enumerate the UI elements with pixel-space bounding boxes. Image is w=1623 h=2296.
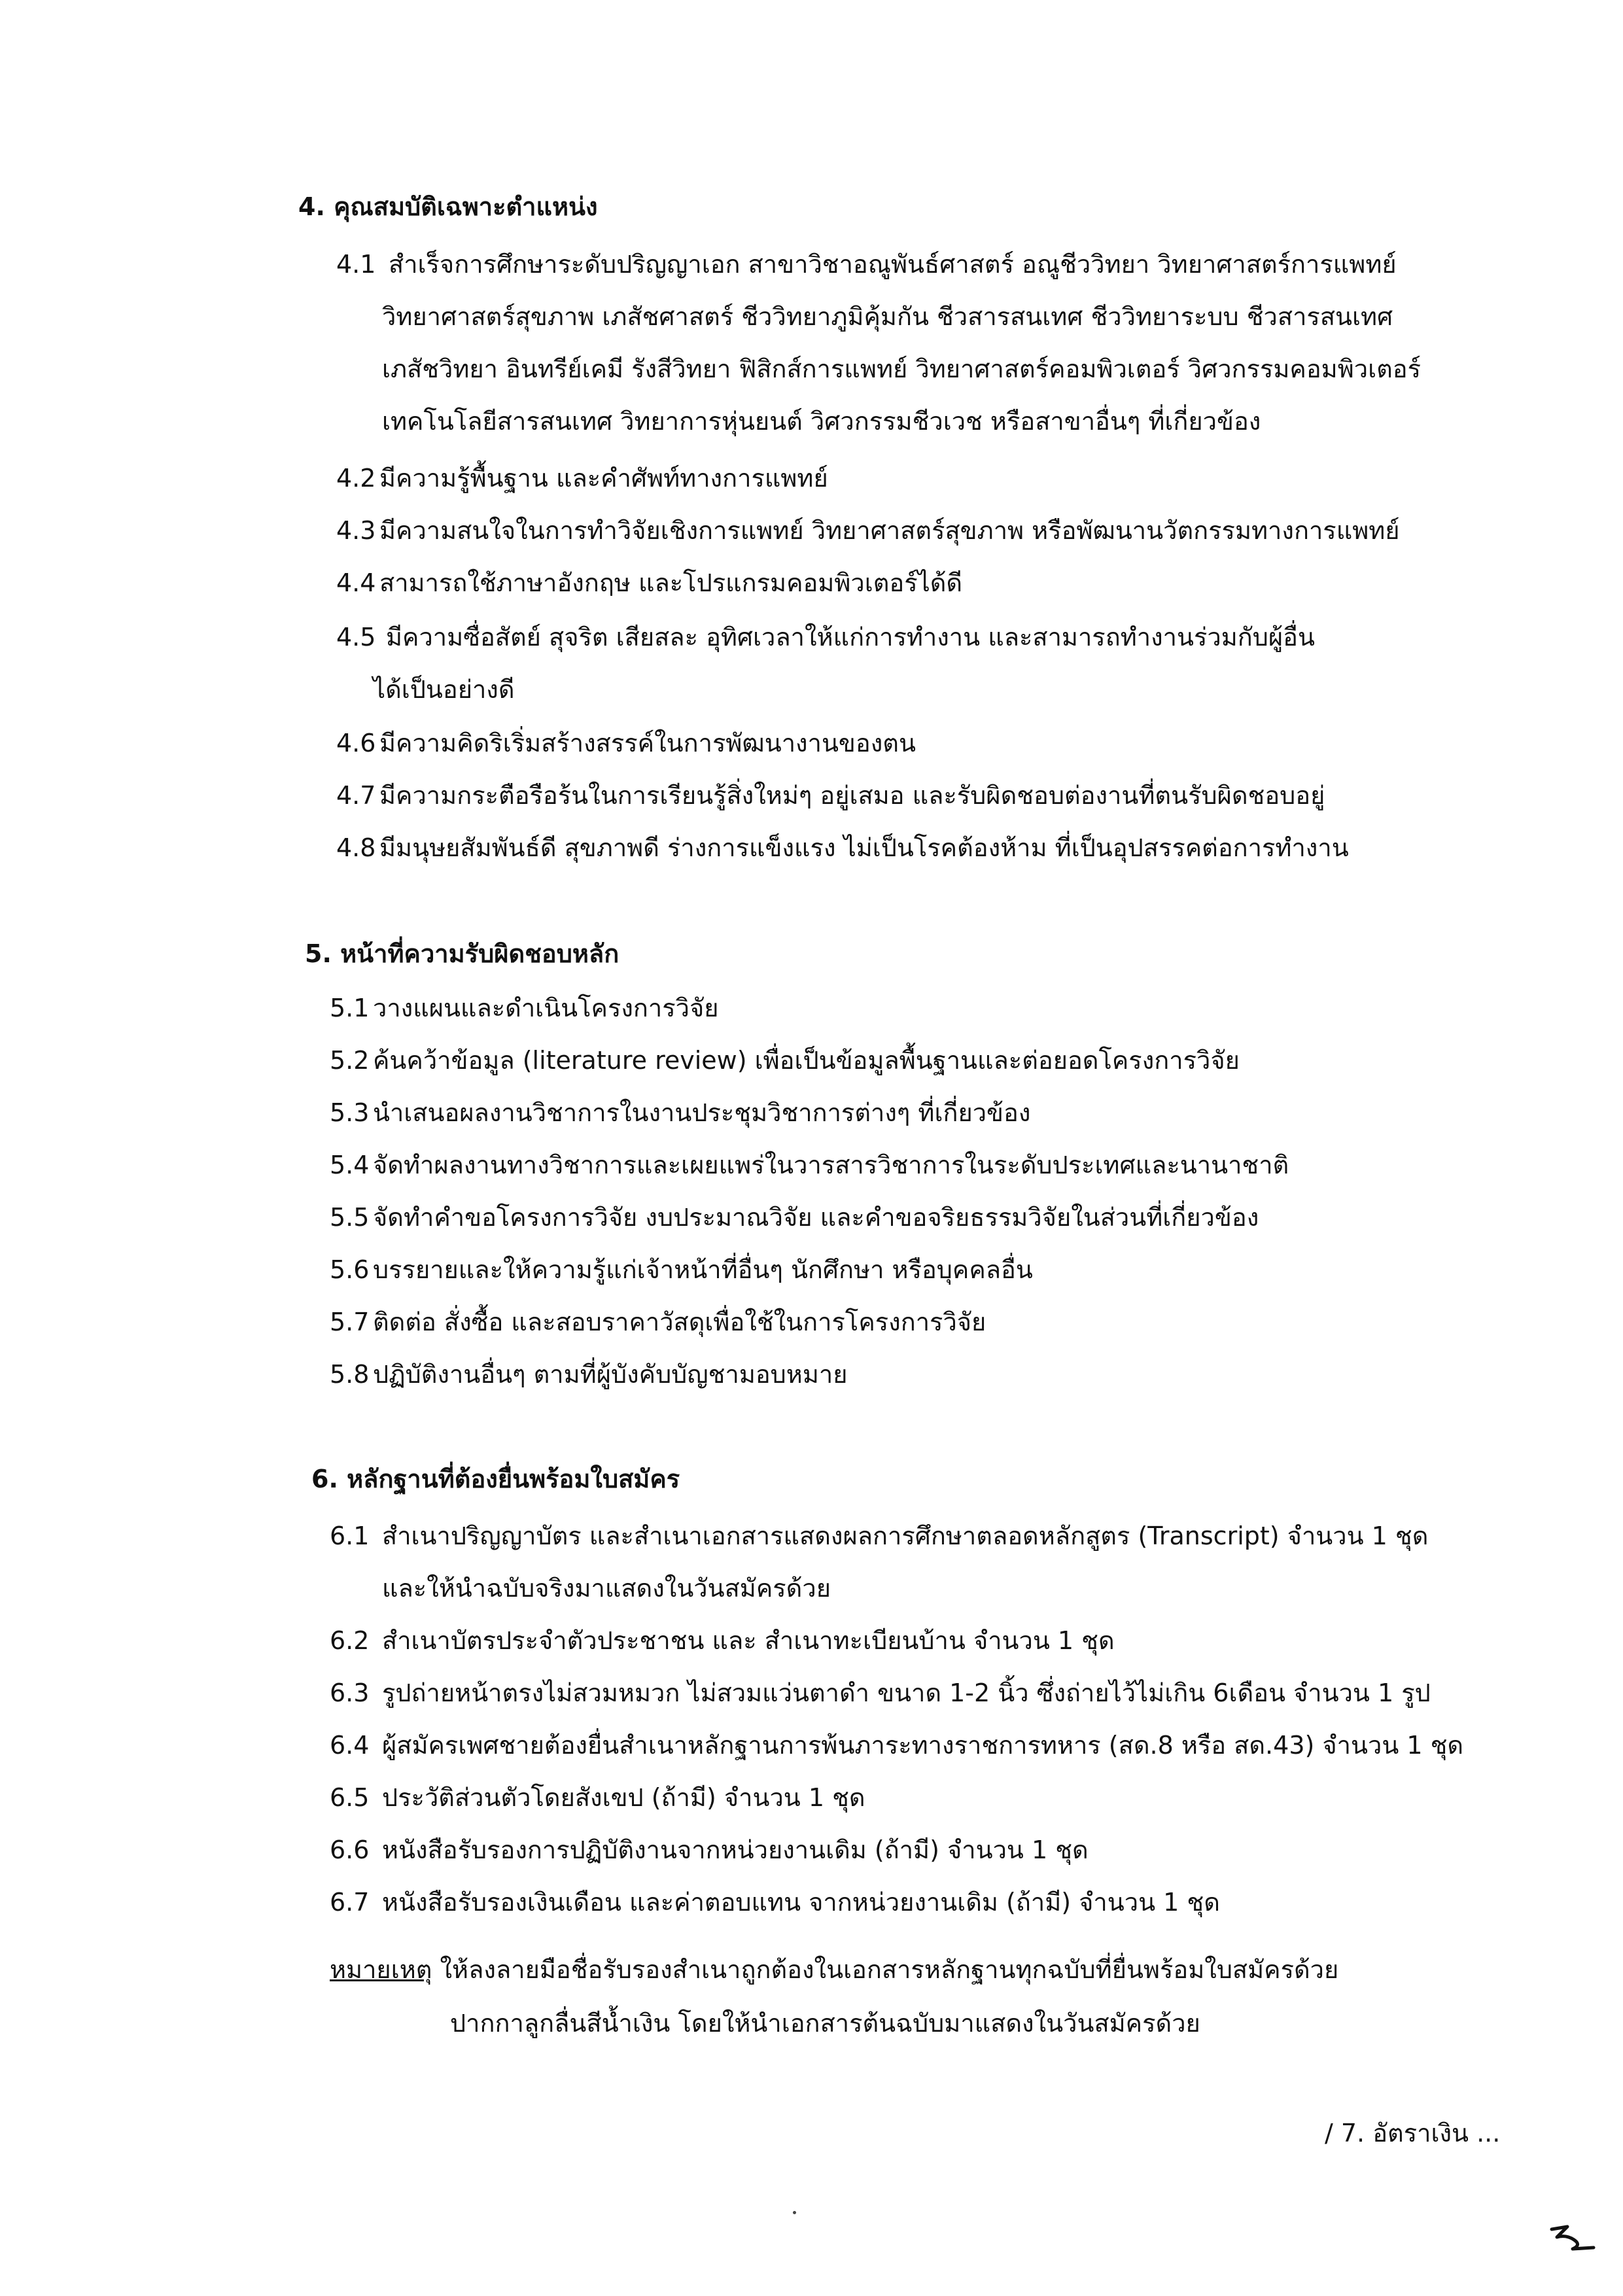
item-4-6 (336, 726, 916, 760)
item-number: 5.7 (330, 1308, 370, 1336)
item-4-5-cont: ได้เป็นอย่างดี (373, 675, 515, 704)
item-number: 6.3 (330, 1679, 370, 1707)
item-6-6 (330, 1833, 1089, 1867)
item-text: จัดทำผลงานทางวิชาการและเผยแพร่ในวารสารวิชาการในระดับประเทศและนานาชาติ (373, 1151, 1289, 1179)
item-5-8 (330, 1357, 848, 1391)
initials-signature-icon (1548, 2218, 1600, 2257)
section-6-heading: 6. หลักฐานที่ต้องยื่นพร้อมใบสมัคร (311, 1465, 680, 1493)
item-6-7 (330, 1885, 1220, 1919)
item-number: 5.2 (330, 1046, 370, 1075)
item-4-7 (336, 778, 1325, 812)
item-4-1-cont-1: วิทยาศาสตร์สุขภาพ เภสัชศาสตร์ ชีววิทยาภูมิคุ้มกัน ชีวสารสนเทศ ชีววิทยาระบบ ชีวสารสนเทศ (382, 302, 1393, 331)
item-4-1-cont-3: เทคโนโลยีสารสนเทศ วิทยาการหุ่นยนต์ วิศวกรรมชีวเวช หรือสาขาอื่นๆ ที่เกี่ยวข้อง (382, 407, 1261, 436)
item-number: 5.5 (330, 1203, 370, 1232)
item-5-1 (330, 991, 719, 1025)
item-text: ปฏิบัติงานอื่นๆ ตามที่ผู้บังคับบัญชามอบหมาย (373, 1360, 848, 1389)
item-4-4 (336, 566, 962, 600)
item-4-3 (336, 513, 1400, 548)
item-number: 5.8 (330, 1360, 370, 1389)
item-number: 4.1 (336, 250, 376, 279)
section-5-heading: 5. หน้าที่ความรับผิดชอบหลัก (305, 939, 620, 968)
section-4-heading: 4. คุณสมบัติเฉพาะตำแหน่ง (298, 192, 598, 221)
item-text: มีความสนใจในการทำวิจัยเชิงการแพทย์ วิทยาศาสตร์สุขภาพ หรือพัฒนานวัตกรรมทางการแพทย์ (379, 516, 1400, 545)
item-5-2 (330, 1043, 1240, 1077)
note-line-2: ปากกาลูกลื่นสีน้ำเงิน โดยให้นำเอกสารต้นฉบับมาแสดงในวันสมัครด้วย (450, 2009, 1200, 2038)
item-text: จัดทำคำขอโครงการวิจัย งบประมาณวิจัย และคำขอจริยธรรมวิจัยในส่วนที่เกี่ยวข้อง (373, 1203, 1259, 1232)
item-text: มีความคิดริเริ่มสร้างสรรค์ในการพัฒนางานของตน (379, 729, 916, 757)
item-5-3 (330, 1096, 1030, 1130)
item-5-5 (330, 1200, 1259, 1234)
item-6-5 (330, 1781, 865, 1815)
item-5-7 (330, 1305, 986, 1339)
item-number: 4.8 (336, 833, 376, 862)
item-4-1-cont-2: เภสัชวิทยา อินทรีย์เคมี รังสีวิทยา ฟิสิกส์การแพทย์ วิทยาศาสตร์คอมพิวเตอร์ วิศวกรรมคอมพิวเตอร์ (382, 355, 1422, 383)
item-text: ค้นคว้าข้อมูล (literature review) เพื่อเป็นข้อมูลพื้นฐานและต่อยอดโครงการวิจัย (373, 1046, 1240, 1075)
item-5-6 (330, 1253, 1033, 1287)
item-number: 6.5 (330, 1783, 370, 1812)
item-6-4 (330, 1728, 1463, 1762)
item-number: 4.6 (336, 729, 376, 757)
item-4-5 (336, 620, 1315, 654)
note-label: หมายเหตุ (330, 1955, 432, 1984)
item-text: ผู้สมัครเพศชายต้องยื่นสำเนาหลักฐานการพ้นภาระทางราชการทหาร (สด.8 หรือ สด.43) จำนวน 1 ชุด (382, 1731, 1464, 1760)
item-number: 4.7 (336, 781, 376, 810)
note-line-1 (330, 1953, 1338, 1987)
item-number: 4.5 (336, 623, 376, 652)
item-4-2 (336, 461, 828, 495)
item-text: บรรยายและให้ความรู้แก่เจ้าหน้าที่อื่นๆ นักศึกษา หรือบุคคลอื่น (373, 1255, 1033, 1284)
item-text: มีมนุษยสัมพันธ์ดี สุขภาพดี ร่างการแข็งแรง ไม่เป็นโรคต้องห้าม ที่เป็นอุปสรรคต่อการทำงาน (379, 833, 1349, 862)
item-text: หนังสือรับรองเงินเดือน และค่าตอบแทน จากหน่วยงานเดิม (ถ้ามี) จำนวน 1 ชุด (382, 1888, 1220, 1917)
item-5-4 (330, 1148, 1289, 1182)
item-text: มีความซื่อสัตย์ สุจริต เสียสละ อุทิศเวลาให้แก่การทำงาน และสามารถทำงานร่วมกับผู้อื่น (386, 623, 1315, 652)
item-number: 5.4 (330, 1151, 370, 1179)
note-text-1: ให้ลงลายมือชื่อรับรองสำเนาถูกต้องในเอกสารหลักฐานทุกฉบับที่ยื่นพร้อมใบสมัครด้วย (432, 1955, 1339, 1984)
item-text: รูปถ่ายหน้าตรงไม่สวมหมวก ไม่สวมแว่นตาดำ ขนาด 1-2 นิ้ว ซึ่งถ่ายไว้ไม่เกิน 6เดือน จำนวน 1 รูป (382, 1679, 1431, 1707)
item-number: 6.4 (330, 1731, 370, 1760)
item-text: สำเนาปริญญาบัตร และสำเนาเอกสารแสดงผลการศึกษาตลอดหลักสูตร (Transcript) จำนวน 1 ชุด (382, 1522, 1429, 1550)
item-6-2 (330, 1624, 1115, 1658)
item-text: สามารถใช้ภาษาอังกฤษ และโปรแกรมคอมพิวเตอร์ได้ดี (379, 568, 963, 597)
item-text: ติดต่อ สั่งซื้อ และสอบราคาวัสดุเพื่อใช้ในการโครงการวิจัย (373, 1308, 986, 1336)
page-continuation: / 7. อัตราเงิน ... (1325, 2119, 1501, 2148)
item-text: สำเร็จการศึกษาระดับปริญญาเอก สาขาวิชาอณูพันธ์ศาสตร์ อณูชีววิทยา วิทยาศาสตร์การแพทย์ (389, 250, 1397, 279)
item-number: 5.6 (330, 1255, 370, 1284)
item-6-3 (330, 1676, 1431, 1710)
item-number: 4.3 (336, 516, 376, 545)
item-number: 6.6 (330, 1835, 370, 1864)
item-text: หนังสือรับรองการปฏิบัติงานจากหน่วยงานเดิม (ถ้ามี) จำนวน 1 ชุด (382, 1835, 1089, 1864)
item-text: มีความรู้พื้นฐาน และคำศัพท์ทางการแพทย์ (379, 464, 828, 493)
item-number: 5.1 (330, 994, 370, 1022)
item-text: มีความกระตือรือร้นในการเรียนรู้สิ่งใหม่ๆ อยู่เสมอ และรับผิดชอบต่องานที่ตนรับผิดชอบอยู่ (379, 781, 1325, 810)
item-text: นำเสนอผลงานวิชาการในงานประชุมวิชาการต่างๆ ที่เกี่ยวข้อง (373, 1098, 1031, 1127)
item-number: 6.1 (330, 1522, 370, 1550)
item-number: 4.2 (336, 464, 376, 493)
item-4-1 (336, 247, 1397, 281)
item-6-1 (330, 1519, 1428, 1553)
item-4-8 (336, 831, 1349, 865)
item-text: สำเนาบัตรประจำตัวประชาชน และ สำเนาทะเบียนบ้าน จำนวน 1 ชุด (382, 1626, 1115, 1655)
item-text: ประวัติส่วนตัวโดยสังเขป (ถ้ามี) จำนวน 1 ชุด (382, 1783, 865, 1812)
item-number: 5.3 (330, 1098, 370, 1127)
item-text: วางแผนและดำเนินโครงการวิจัย (373, 994, 719, 1022)
center-dot (793, 2211, 796, 2214)
item-number: 4.4 (336, 568, 376, 597)
item-number: 6.2 (330, 1626, 370, 1655)
item-6-1-cont: และให้นำฉบับจริงมาแสดงในวันสมัครด้วย (382, 1574, 831, 1603)
item-number: 6.7 (330, 1888, 370, 1917)
